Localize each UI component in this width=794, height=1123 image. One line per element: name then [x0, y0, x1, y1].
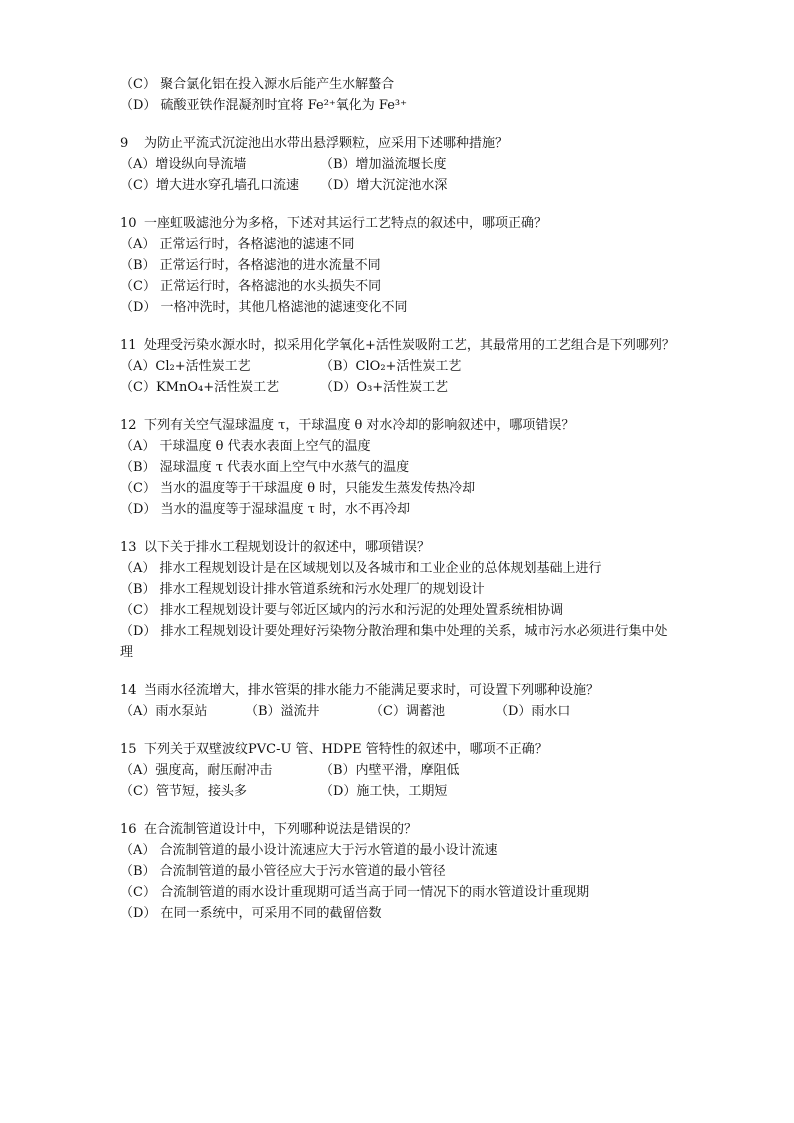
- question-number: 14: [120, 683, 137, 698]
- question-13: [120, 537, 680, 663]
- question-9: [120, 133, 680, 196]
- question-sheet: [120, 74, 680, 924]
- option-a: （A） 正常运行时，各格滤池的滤速不同: [120, 237, 355, 252]
- option-d: （D） 硫酸亚铁作混凝剂时宜将 Fe²⁺氧化为 Fe³⁺: [120, 98, 407, 113]
- question-text: 为防止平流式沉淀池出水带出悬浮颗粒，应采用下述哪种措施？: [144, 136, 509, 151]
- option-c: （C）调蓄池: [370, 704, 445, 719]
- option-b: （B） 排水工程规划设计排水管道系统和污水处理厂的规划设计: [120, 582, 485, 597]
- option-b: （B）增加溢流堰长度: [320, 157, 447, 172]
- question-text: 以下关于排水工程规划设计的叙述中，哪项错误？: [144, 540, 431, 555]
- option-a: （A） 干球温度 θ 代表水表面上空气的温度: [120, 439, 371, 454]
- option-c: （C）管节短，接头多: [120, 784, 247, 799]
- option-a: （A）Cl₂+活性炭工艺: [120, 359, 251, 374]
- question-text: 在合流制管道设计中，下列哪种说法是错误的？: [144, 822, 418, 837]
- question-stem: [120, 537, 680, 558]
- option-d: （D）增大沉淀池水深: [320, 178, 448, 193]
- question-number: 16: [120, 822, 137, 837]
- question-16: [120, 819, 680, 924]
- option-d: （D） 排水工程规划设计要处理好污染物分散治理和集中处理的关系，城市污水必须进行集中处理: [120, 624, 668, 660]
- question-stem: [120, 680, 680, 701]
- question-stem: [120, 415, 680, 436]
- question-stem: [120, 133, 680, 154]
- option-a: （A） 排水工程规划设计是在区域规划以及各城市和工业企业的总体规划基础上进行: [120, 561, 602, 576]
- question-15: [120, 739, 680, 802]
- option-d: （D）雨水口: [495, 704, 571, 719]
- option-a: （A） 合流制管道的最小设计流速应大于污水管道的最小设计流速: [120, 843, 498, 858]
- option-b: （B）溢流井: [245, 704, 320, 719]
- option-b: （B）内壁平滑，摩阻低: [320, 763, 460, 778]
- question-text: 下列有关空气湿球温度 τ，干球温度 θ 对水冷却的影响叙述中，哪项错误？: [144, 418, 575, 433]
- option-c: （C） 正常运行时，各格滤池的水头损失不同: [120, 279, 382, 294]
- question-number: 9: [120, 136, 129, 151]
- question-number: 12: [120, 418, 137, 433]
- question-text: 下列关于双壁波纹PVC-U 管、HDPE 管特性的叙述中，哪项不正确？: [144, 742, 548, 757]
- question-11: [120, 335, 680, 398]
- question-text: 当雨水径流增大，排水管渠的排水能力不能满足要求时，可设置下列哪种设施？: [144, 683, 600, 698]
- question-10: [120, 213, 680, 318]
- option-b: （B） 湿球温度 τ 代表水面上空气中水蒸气的温度: [120, 460, 410, 475]
- question-stem: [120, 819, 680, 840]
- option-c: （C）增大进水穿孔墙孔口流速: [120, 178, 299, 193]
- question-number: 15: [120, 742, 137, 757]
- option-b: （B） 正常运行时，各格滤池的进水流量不同: [120, 258, 381, 273]
- question-stem: [120, 213, 680, 234]
- option-c: （C） 当水的温度等于干球温度 θ 时，只能发生蒸发传热冷却: [120, 481, 476, 496]
- option-d: （D） 在同一系统中，可采用不同的截留倍数: [120, 906, 382, 921]
- option-c: （C） 排水工程规划设计要与邻近区域内的污水和污泥的处理处置系统相协调: [120, 603, 564, 618]
- option-c: （C） 合流制管道的雨水设计重现期可适当高于同一情况下的雨水管道设计重现期: [120, 885, 590, 900]
- option-a: （A）雨水泵站: [120, 704, 208, 719]
- question-14: [120, 680, 680, 722]
- question-text: 处理受污染水源水时，拟采用化学氧化+活性炭吸附工艺，其最常用的工艺组合是下列哪列？: [144, 338, 675, 353]
- option-a: （A）增设纵向导流墙: [120, 157, 247, 172]
- question-number: 13: [120, 540, 137, 555]
- option-d: （D） 当水的温度等于湿球温度 τ 时，水不再冷却: [120, 502, 411, 517]
- question-text: 一座虹吸滤池分为多格，下述对其运行工艺特点的叙述中，哪项正确？: [144, 216, 548, 231]
- question-8-continued: [120, 74, 680, 116]
- question-stem: [120, 739, 680, 760]
- option-b: （B） 合流制管道的最小管径应大于污水管道的最小管径: [120, 864, 446, 879]
- option-b: （B）ClO₂+活性炭工艺: [320, 359, 462, 374]
- question-12: [120, 415, 680, 520]
- option-d: （D）O₃+活性炭工艺: [320, 380, 449, 395]
- option-c: （C） 聚合氯化铝在投入源水后能产生水解螯合: [120, 77, 395, 92]
- option-a: （A）强度高，耐压耐冲击: [120, 763, 273, 778]
- question-stem: [120, 335, 680, 356]
- option-d: （D） 一格冲洗时，其他几格滤池的滤速变化不同: [120, 300, 408, 315]
- question-number: 10: [120, 216, 137, 231]
- question-number: 11: [120, 338, 137, 353]
- option-d: （D）施工快，工期短: [320, 784, 448, 799]
- option-c: （C）KMnO₄+活性炭工艺: [120, 380, 280, 395]
